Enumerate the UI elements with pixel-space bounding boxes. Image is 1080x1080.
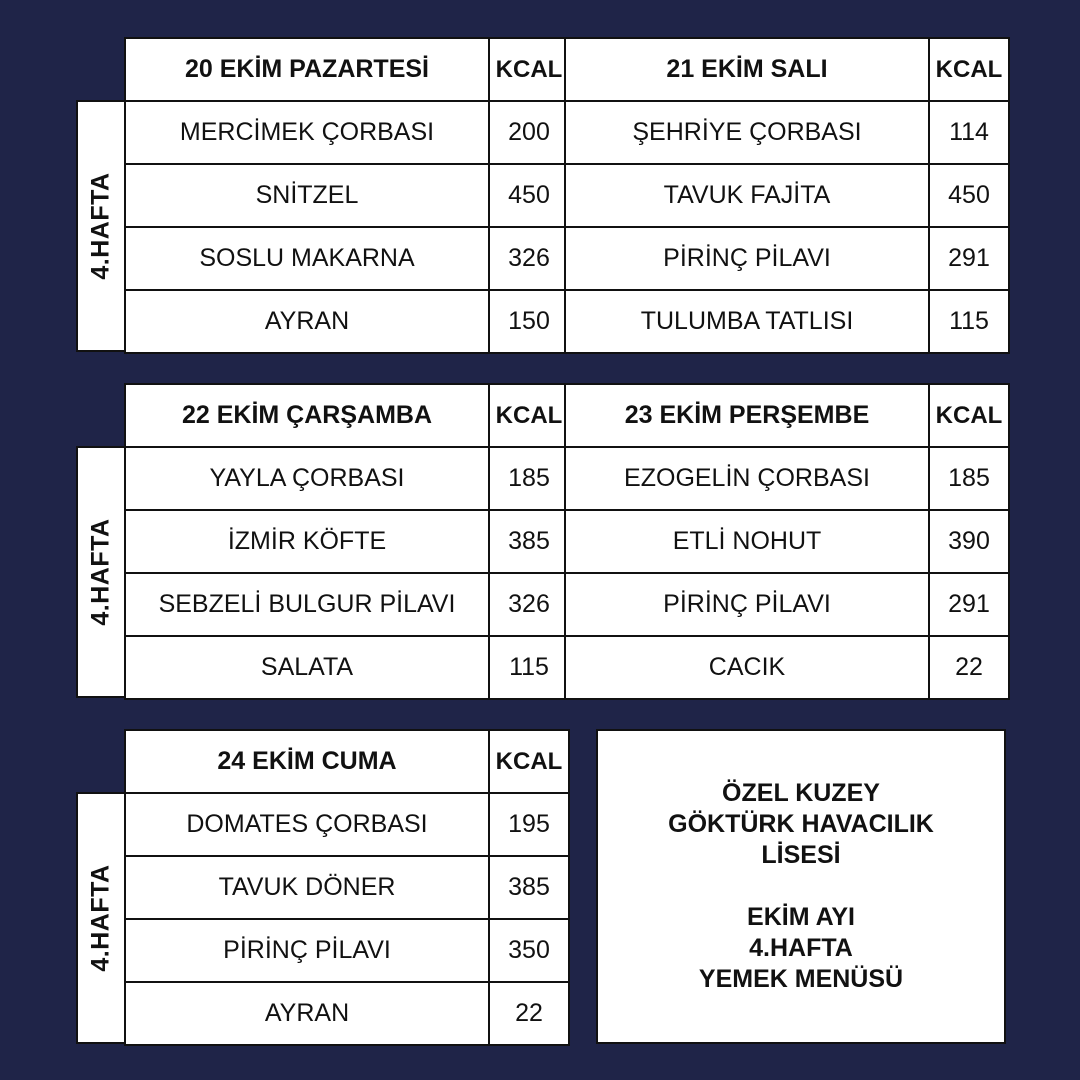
friday-title: 24 EKİM CUMA [124, 729, 490, 794]
week-label-text: 4.HAFTA [86, 172, 115, 280]
monday-title: 20 EKİM PAZARTESİ [124, 37, 490, 102]
wednesday-dish-name: YAYLA ÇORBASI [124, 446, 490, 511]
tuesday-dish-name: PİRİNÇ PİLAVI [564, 226, 930, 291]
tuesday-dish-kcal: 115 [928, 289, 1010, 354]
menu-title-line-2: 4.HAFTA [749, 934, 853, 962]
wednesday-dish-kcal: 326 [488, 572, 570, 637]
menu-title-line-1: EKİM AYI [747, 903, 855, 931]
thursday-dish-kcal: 390 [928, 509, 1010, 574]
monday-dish-name: MERCİMEK ÇORBASI [124, 100, 490, 165]
friday-kcal-header: KCAL [488, 729, 570, 794]
week-label-3 [76, 792, 126, 1044]
tuesday-dish-kcal: 114 [928, 100, 1010, 165]
thursday-dish-kcal: 22 [928, 635, 1010, 700]
menu-info-box [596, 729, 1006, 1044]
tuesday-dish-name: ŞEHRİYE ÇORBASI [564, 100, 930, 165]
monday-dish-kcal: 150 [488, 289, 570, 354]
wednesday-dish-kcal: 185 [488, 446, 570, 511]
school-name-line-3: LİSESİ [761, 841, 841, 869]
thursday-dish-name: CACIK [564, 635, 930, 700]
friday-dish-name: TAVUK DÖNER [124, 855, 490, 920]
tuesday-kcal-header: KCAL [928, 37, 1010, 102]
menu-title-line-3: YEMEK MENÜSÜ [698, 965, 904, 993]
wednesday-title: 22 EKİM ÇARŞAMBA [124, 383, 490, 448]
tuesday-dish-kcal: 450 [928, 163, 1010, 228]
friday-dish-kcal: 350 [488, 918, 570, 983]
friday-dish-name: PİRİNÇ PİLAVI [124, 918, 490, 983]
wednesday-dish-name: SALATA [124, 635, 490, 700]
friday-dish-name: AYRAN [124, 981, 490, 1046]
monday-dish-name: SNİTZEL [124, 163, 490, 228]
thursday-kcal-header: KCAL [928, 383, 1010, 448]
wednesday-kcal-header: KCAL [488, 383, 570, 448]
week-label-text: 4.HAFTA [86, 518, 115, 626]
school-name-line-2: GÖKTÜRK HAVACILIK [668, 810, 934, 838]
tuesday-title: 21 EKİM SALI [564, 37, 930, 102]
friday-dish-name: DOMATES ÇORBASI [124, 792, 490, 857]
tuesday-dish-name: TULUMBA TATLISI [564, 289, 930, 354]
thursday-dish-name: EZOGELİN ÇORBASI [564, 446, 930, 511]
tuesday-dish-name: TAVUK FAJİTA [564, 163, 930, 228]
wednesday-dish-kcal: 385 [488, 509, 570, 574]
thursday-dish-name: ETLİ NOHUT [564, 509, 930, 574]
thursday-dish-name: PİRİNÇ PİLAVI [564, 572, 930, 637]
tuesday-dish-kcal: 291 [928, 226, 1010, 291]
week-label-text: 4.HAFTA [86, 864, 115, 972]
monday-dish-name: AYRAN [124, 289, 490, 354]
thursday-dish-kcal: 185 [928, 446, 1010, 511]
wednesday-dish-name: SEBZELİ BULGUR PİLAVI [124, 572, 490, 637]
wednesday-dish-name: İZMİR KÖFTE [124, 509, 490, 574]
friday-dish-kcal: 195 [488, 792, 570, 857]
monday-dish-kcal: 450 [488, 163, 570, 228]
week-label-1 [76, 100, 126, 352]
wednesday-dish-kcal: 115 [488, 635, 570, 700]
thursday-title: 23 EKİM PERŞEMBE [564, 383, 930, 448]
monday-dish-name: SOSLU MAKARNA [124, 226, 490, 291]
monday-dish-kcal: 200 [488, 100, 570, 165]
friday-dish-kcal: 385 [488, 855, 570, 920]
week-label-2 [76, 446, 126, 698]
monday-kcal-header: KCAL [488, 37, 570, 102]
thursday-dish-kcal: 291 [928, 572, 1010, 637]
friday-dish-kcal: 22 [488, 981, 570, 1046]
school-name-line-1: ÖZEL KUZEY [722, 779, 880, 807]
monday-dish-kcal: 326 [488, 226, 570, 291]
